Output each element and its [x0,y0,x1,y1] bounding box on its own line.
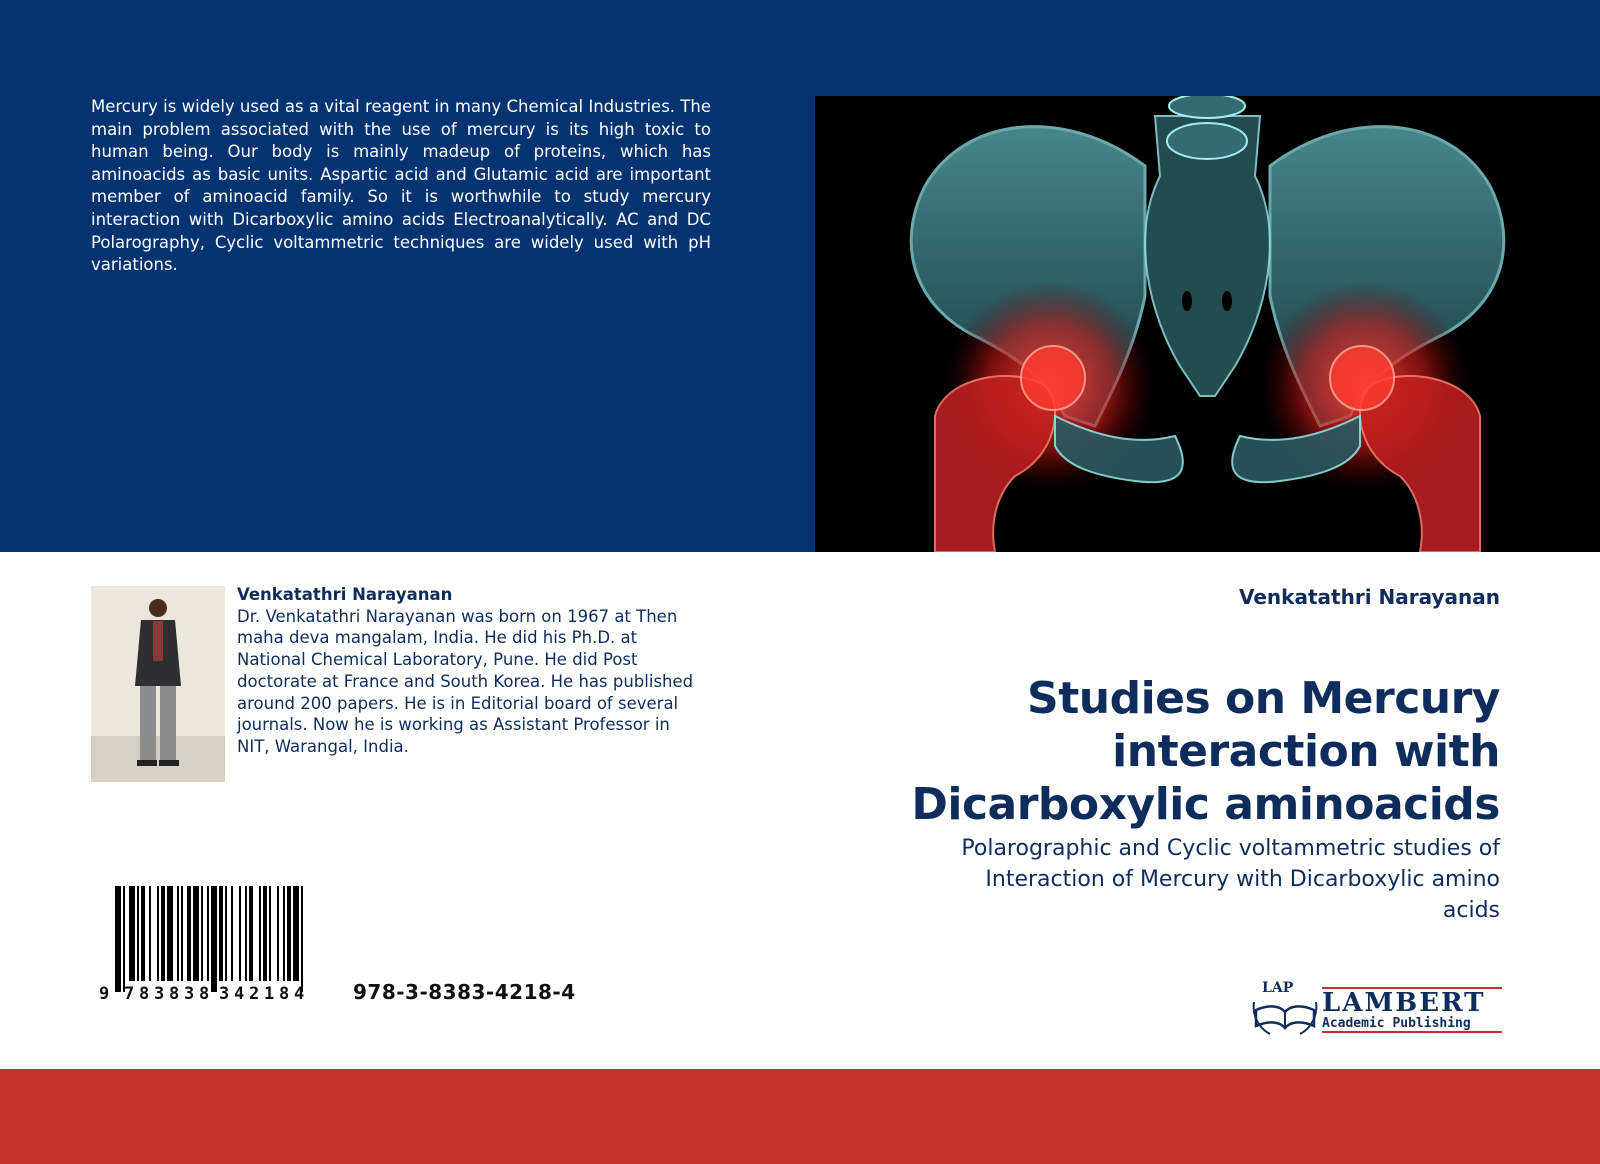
barcode-bar [211,886,217,992]
barcode-bar [193,886,199,981]
barcode-bar [141,886,145,981]
barcode-bar [287,886,291,981]
barcode-digit: 4 [234,984,245,1004]
barcode-digit: 3 [219,984,230,1004]
barcode-bar [207,886,209,981]
barcode-bar [231,886,233,981]
barcode-bar [201,886,203,981]
barcode-bar [277,886,279,981]
barcode-digit: 4 [294,984,305,1004]
back-cover-blurb: Mercury is widely used as a vital reagent in many Chemical Industries. The main problem associated with the use of mercury is its high toxic to human being. Our body is mainly madeup of proteins, which has aminoacids as basic units. Aspartic acid and Glutamic acid are important member of aminoacid family. So it is worthwhile to study mercury interaction with Dicarboxylic amino acids Electroanalytically. AC and DC Polarography, Cyclic voltammetric techniques are widely used with pH variations. [91,97,711,275]
barcode-bar [177,886,179,981]
barcode-bar [219,886,223,981]
barcode-bar [283,886,285,981]
pelvis-xray-image [815,96,1600,552]
barcode-bar [149,886,151,981]
publisher-logo [1250,980,1510,1040]
barcode-digit: 8 [199,984,210,1004]
book-title: Studies on Mercury interaction with Dicarboxylic aminoacids [911,673,1500,830]
barcode-bar [129,886,135,981]
barcode-bar [293,886,299,981]
barcode-bar [239,886,241,981]
front-cover-author: Venkatathri Narayanan [1238,585,1500,609]
logo-lap-text: LAP [1262,980,1294,996]
barcode-digit: 8 [139,984,150,1004]
barcode-digit: 3 [154,984,165,1004]
isbn-barcode [95,886,345,1006]
author-photo [91,586,225,782]
bottom-red-band [0,1069,1600,1164]
barcode-digit: 2 [249,984,260,1004]
barcode-bar [259,886,261,981]
barcode-digit: 8 [279,984,290,1004]
barcode-bar [187,886,191,981]
barcode-bar [157,886,159,981]
barcode-digit: 8 [169,984,180,1004]
barcode-bar [123,886,125,992]
book-subtitle: Polarographic and Cyclic voltammetric studies of Interaction of Mercury with Dicarboxylic amino acids [961,836,1500,923]
barcode-bar [137,886,139,981]
barcode-digit: 3 [184,984,195,1004]
barcode-bar [167,886,173,981]
barcode-bar [161,886,165,981]
logo-tagline: Academic Publishing [1322,1016,1471,1031]
barcode-bar [115,886,121,992]
author-bio-name: Venkatathri Narayanan [237,585,453,604]
logo-rule [1322,1031,1502,1033]
author-bio-text: Dr. Venkatathri Narayanan was born on 1967 at Then maha deva mangalam, India. He did his Ph.D. at National Chemical Laboratory, Pune. He did Post doctorate at France and South Korea. He has published around 200 papers. He is in Editorial board of several journals. Now he is working as Assistant Professor in NIT, Warangal, India. [237,606,694,756]
barcode-bar [301,886,303,992]
isbn-number: 978-3-8383-4218-4 [353,980,576,1004]
barcode-bar [249,886,253,981]
barcode-bar [263,886,267,981]
barcode-digit: 7 [124,984,135,1004]
barcode-bar [225,886,227,981]
logo-lambert-text: LAMBERT [1322,988,1486,1018]
barcode-bar [181,886,183,981]
barcode-digit: 1 [264,984,275,1004]
author-bio [237,584,697,758]
barcode-digit: 9 [99,984,110,1004]
barcode-bar [269,886,271,981]
barcode-bar [245,886,247,981]
